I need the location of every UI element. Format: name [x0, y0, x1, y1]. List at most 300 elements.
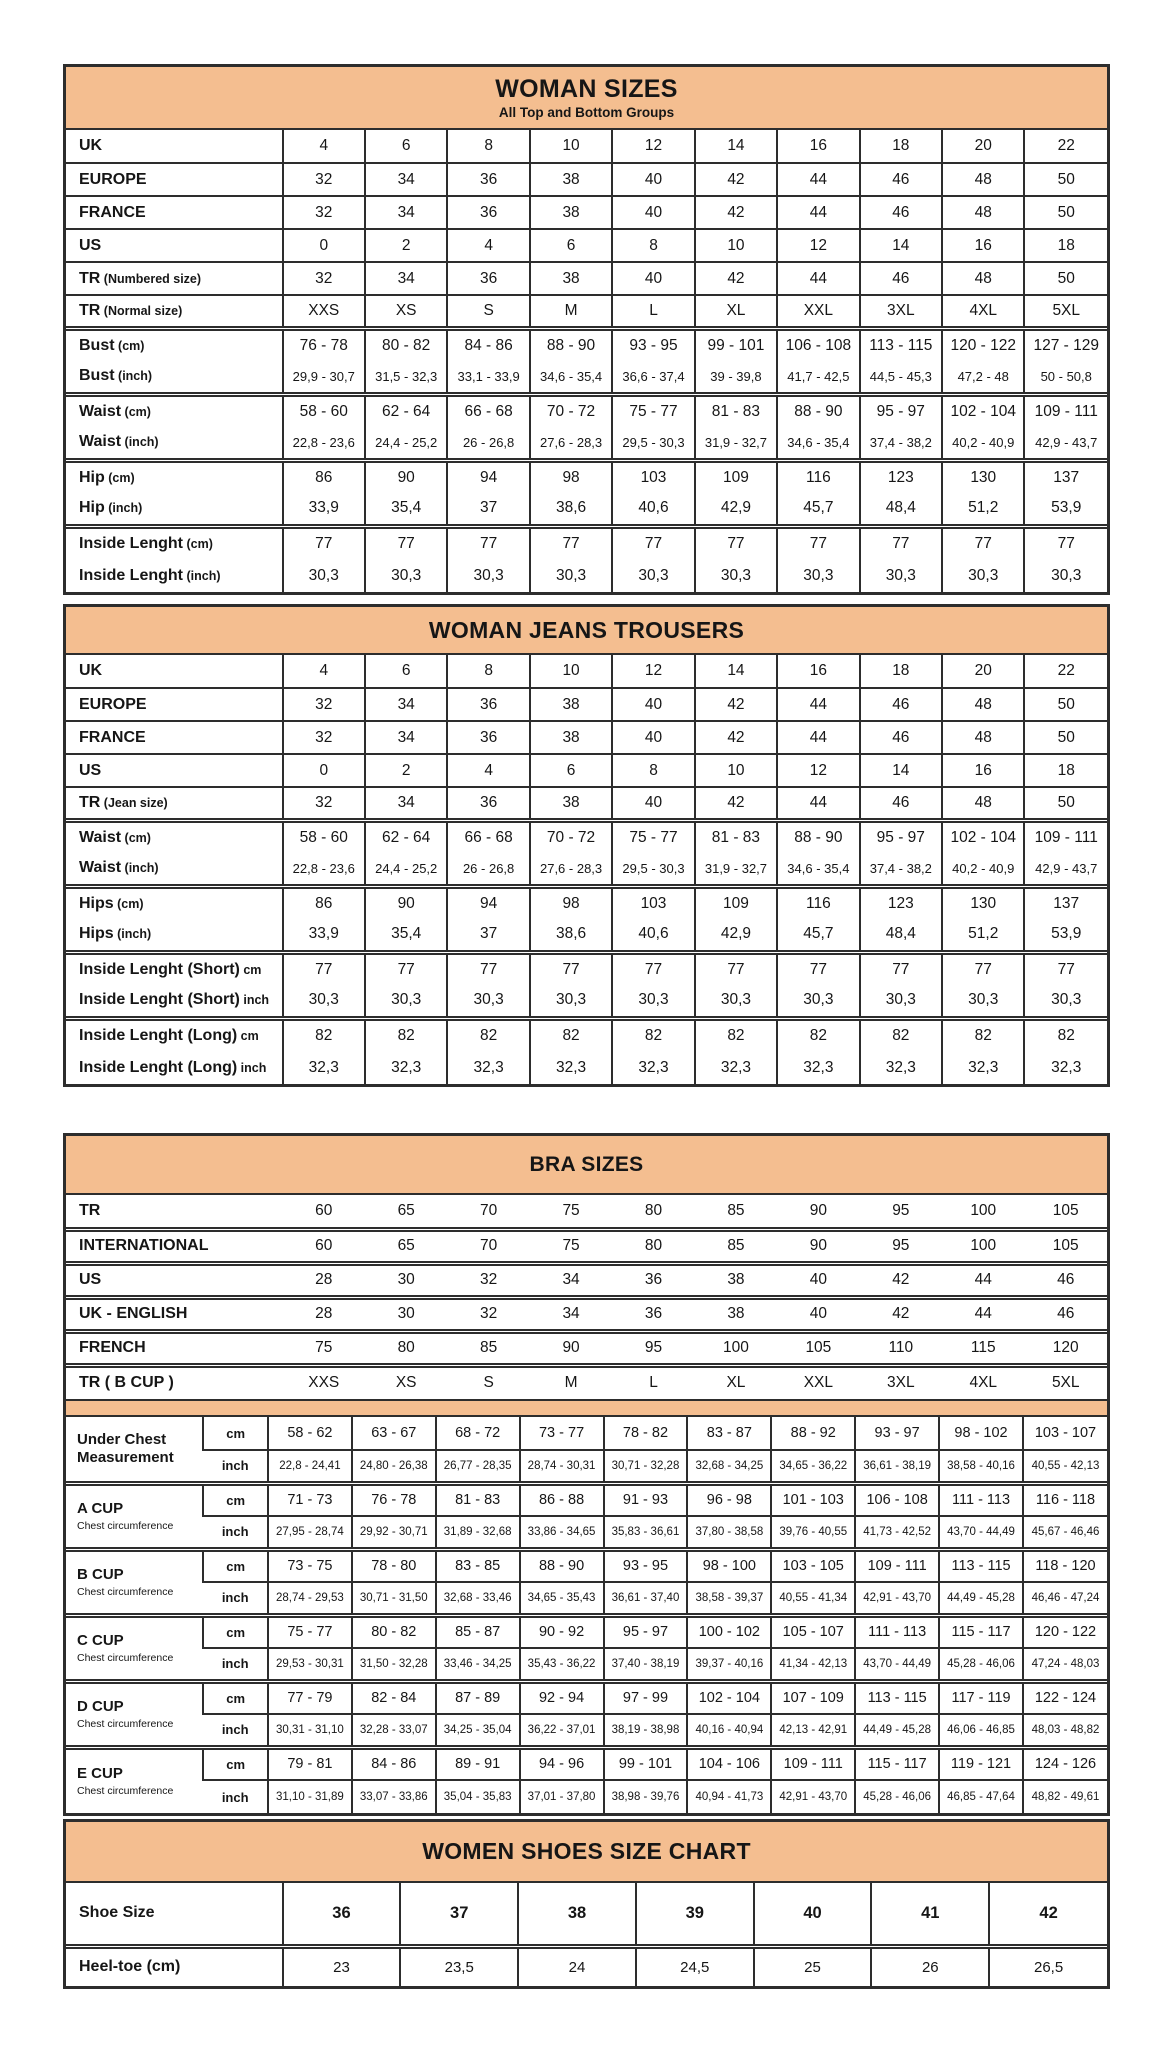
cell: XXS	[283, 295, 365, 328]
cell: 98 - 100	[687, 1549, 771, 1582]
cell: 36,22 - 37,01	[520, 1714, 604, 1747]
cell: L	[612, 1365, 694, 1399]
unit-label: inch	[203, 1450, 268, 1483]
cell: 34,6 - 35,4	[777, 853, 859, 886]
unit-label: cm	[203, 1417, 268, 1450]
row-label: Inside Lenght (Long) cm	[66, 1018, 283, 1051]
cell: 41	[871, 1883, 989, 1946]
table-row	[66, 1450, 1107, 1483]
cell: 82	[283, 1018, 365, 1051]
cell: 40,94 - 41,73	[687, 1780, 771, 1813]
cell: 42,91 - 43,70	[771, 1780, 855, 1813]
unit-label: inch	[203, 1582, 268, 1615]
cell: 30,3	[942, 559, 1024, 592]
cell: 36	[283, 1883, 401, 1946]
cell: 5XL	[1024, 1365, 1107, 1399]
cell: 122 - 124	[1023, 1681, 1107, 1714]
cell: 77	[695, 952, 777, 985]
cell: 94	[447, 460, 529, 493]
cell: 33,46 - 34,25	[436, 1648, 520, 1681]
shoes-size-grid	[66, 1883, 1107, 1986]
cell: 119 - 121	[939, 1747, 1023, 1780]
cell: 95 - 97	[860, 394, 942, 427]
cell: 28	[283, 1297, 365, 1331]
cell: 27,6 - 28,3	[530, 427, 612, 460]
row-label: TR (Normal size)	[66, 295, 283, 328]
cell: 33,86 - 34,65	[520, 1516, 604, 1549]
table-row	[66, 1549, 1107, 1582]
cell: 45,7	[777, 919, 859, 952]
cell: 29,9 - 30,7	[283, 361, 365, 394]
cell: 130	[942, 886, 1024, 919]
cell: 88 - 92	[771, 1417, 855, 1450]
table-row	[66, 1417, 1107, 1450]
cell: 120 - 122	[942, 328, 1024, 361]
cell: 31,89 - 32,68	[436, 1516, 520, 1549]
cell: 8	[612, 229, 694, 262]
cell: 73 - 77	[520, 1417, 604, 1450]
cell: 36	[447, 196, 529, 229]
cell: 80 - 82	[365, 328, 447, 361]
cell: 111 - 113	[855, 1615, 939, 1648]
table-row	[66, 493, 1107, 526]
cell: 116	[777, 886, 859, 919]
row-label: Under Chest Measurement	[77, 1430, 174, 1466]
cell: 40	[777, 1297, 859, 1331]
cell: 77	[283, 526, 365, 559]
bra-sizes-header	[66, 1136, 1107, 1195]
table-row	[66, 1297, 1107, 1331]
cell: 0	[283, 229, 365, 262]
unit-label: cm	[203, 1615, 268, 1648]
cell: 98	[530, 886, 612, 919]
cell: 46	[860, 688, 942, 721]
cell: 39 - 39,8	[695, 361, 777, 394]
row-label: C CUP Chest circumference	[66, 1615, 203, 1681]
cell: 48	[942, 721, 1024, 754]
row-label: TR	[79, 1201, 101, 1219]
row-label: Inside Lenght (Short) inch	[79, 991, 270, 1009]
cell: 82	[1024, 1018, 1107, 1051]
cell: 41,7 - 42,5	[777, 361, 859, 394]
cell: 105	[1024, 1229, 1107, 1263]
cell: 32,28 - 33,07	[352, 1714, 436, 1747]
unit-label: cm	[203, 1483, 268, 1516]
cell: 87 - 89	[436, 1681, 520, 1714]
cell: 48	[942, 787, 1024, 820]
cell: 48	[942, 688, 1024, 721]
cell: 35,4	[365, 493, 447, 526]
cell: S	[447, 1365, 529, 1399]
cell: 22	[1024, 655, 1107, 688]
row-label: Heel-toe (cm)	[66, 1946, 283, 1986]
cell: 40	[612, 163, 694, 196]
table-row	[66, 1018, 1107, 1051]
row-label: Inside Lenght (Long) inch	[79, 1058, 267, 1076]
cell: 77	[365, 526, 447, 559]
cell: 36	[447, 688, 529, 721]
cell: 34	[530, 1263, 612, 1297]
cell: 22,8 - 23,6	[283, 427, 365, 460]
cell: 37,40 - 38,19	[604, 1648, 688, 1681]
table-row	[66, 1648, 1107, 1681]
cell: 37,01 - 37,80	[520, 1780, 604, 1813]
cell: 40,2 - 40,9	[942, 853, 1024, 886]
cell: 88 - 90	[530, 328, 612, 361]
cell: 110	[860, 1331, 942, 1365]
cell: 41,73 - 42,52	[855, 1516, 939, 1549]
cell: 50	[1024, 262, 1107, 295]
cell: 102 - 104	[942, 394, 1024, 427]
cell: 44	[942, 1297, 1024, 1331]
cell: 120 - 122	[1023, 1615, 1107, 1648]
cell: 68 - 72	[436, 1417, 520, 1450]
cell: 26	[871, 1946, 989, 1986]
row-label: Inside Lenght (cm)	[66, 526, 283, 559]
cell: 48,03 - 48,82	[1023, 1714, 1107, 1747]
cell: 85	[695, 1229, 777, 1263]
cell: 14	[695, 655, 777, 688]
cell: 40,6	[612, 493, 694, 526]
cell: 46	[1024, 1263, 1107, 1297]
cell: 5XL	[1024, 295, 1107, 328]
cell: 34	[530, 1297, 612, 1331]
cell: 50	[1024, 163, 1107, 196]
cell: 36,61 - 37,40	[604, 1582, 688, 1615]
cell: 103	[612, 886, 694, 919]
cell: 123	[860, 886, 942, 919]
cell: 33,07 - 33,86	[352, 1780, 436, 1813]
cell: 95 - 97	[604, 1615, 688, 1648]
cell: 14	[860, 229, 942, 262]
cell: 77	[1024, 526, 1107, 559]
cell: 31,9 - 32,7	[695, 853, 777, 886]
cell: 109 - 111	[855, 1549, 939, 1582]
cell: 18	[860, 655, 942, 688]
cell: 80	[644, 1201, 663, 1219]
table-row	[66, 295, 1107, 328]
cell: 77	[365, 952, 447, 985]
cell: 77	[860, 952, 942, 985]
cell: 25	[754, 1946, 872, 1986]
cell: 111 - 113	[939, 1483, 1023, 1516]
cell: 0	[283, 754, 365, 787]
cell: 38	[695, 1297, 777, 1331]
cell: 38	[530, 688, 612, 721]
cell: 40	[612, 688, 694, 721]
cell: 3XL	[860, 1365, 942, 1399]
cell: 48	[942, 163, 1024, 196]
cell: 32,3	[365, 1051, 447, 1084]
row-label: Waist (inch)	[79, 433, 159, 451]
divider-strip	[66, 1399, 1107, 1417]
cell: 29,53 - 30,31	[268, 1648, 352, 1681]
cell: 82	[530, 1018, 612, 1051]
cell: 130	[942, 460, 1024, 493]
cell: 123	[860, 460, 942, 493]
cell: 32,3	[1024, 1051, 1107, 1084]
row-label: Bust (inch)	[79, 367, 153, 385]
cell: 42	[695, 262, 777, 295]
cell: 4	[283, 655, 365, 688]
table-row	[66, 196, 1107, 229]
cell: 90 - 92	[520, 1615, 604, 1648]
cell: 20	[942, 130, 1024, 163]
cell: 30,3	[695, 559, 777, 592]
cell: 48	[942, 196, 1024, 229]
cell: 40	[612, 721, 694, 754]
cell: 30,3	[530, 985, 612, 1018]
cell: 32,3	[612, 1051, 694, 1084]
cell: 30,31 - 31,10	[268, 1714, 352, 1747]
cell: 45,28 - 46,06	[855, 1780, 939, 1813]
cell: 84 - 86	[352, 1747, 436, 1780]
cell: 18	[1024, 229, 1107, 262]
cell: 38,6	[530, 493, 612, 526]
row-label: EUROPE	[66, 163, 283, 196]
cell: 8	[447, 655, 529, 688]
cell: 42	[695, 163, 777, 196]
table-row	[66, 1331, 1107, 1365]
cell: 42	[989, 1883, 1107, 1946]
cell: 80 - 82	[352, 1615, 436, 1648]
table-row	[66, 394, 1107, 427]
cell: 30,3	[612, 985, 694, 1018]
row-label: US	[66, 1263, 283, 1297]
cell: 29,5 - 30,3	[612, 427, 694, 460]
cell: 44,5 - 45,3	[860, 361, 942, 394]
cell: XXS	[283, 1365, 365, 1399]
cell: 65	[365, 1229, 447, 1263]
cell: 90	[809, 1201, 827, 1219]
table-row	[66, 985, 1107, 1018]
cell: 12	[777, 229, 859, 262]
cell: 22	[1024, 130, 1107, 163]
cell: 36,6 - 37,4	[612, 361, 694, 394]
cell: 53,9	[1024, 493, 1107, 526]
cell: 30,3	[365, 559, 447, 592]
cell: 34,65 - 35,43	[520, 1582, 604, 1615]
cell: 34	[365, 163, 447, 196]
cell: 105	[777, 1331, 859, 1365]
cell: 103	[612, 460, 694, 493]
cell: 80	[365, 1331, 447, 1365]
cell: 102 - 104	[687, 1681, 771, 1714]
row-label: UK - ENGLISH	[66, 1297, 283, 1331]
cell: 44	[777, 196, 859, 229]
table-row	[66, 1714, 1107, 1747]
cell: 48,82 - 49,61	[1023, 1780, 1107, 1813]
cell: 38	[530, 721, 612, 754]
table-row	[66, 130, 1107, 163]
unit-label: inch	[203, 1516, 268, 1549]
cell: 42,91 - 43,70	[855, 1582, 939, 1615]
cell: 24	[518, 1946, 636, 1986]
cell: 10	[530, 130, 612, 163]
row-label: TR (Jean size)	[66, 787, 283, 820]
cell: 113 - 115	[939, 1549, 1023, 1582]
cell: 40,55 - 41,34	[771, 1582, 855, 1615]
cell: 77	[695, 526, 777, 559]
cell: 70	[447, 1229, 529, 1263]
cell: 42,9 - 43,7	[1024, 427, 1107, 460]
cell: 82	[447, 1018, 529, 1051]
table-row	[66, 1195, 1107, 1229]
cell: 46	[860, 163, 942, 196]
table-row	[66, 163, 1107, 196]
cell: L	[612, 295, 694, 328]
cell: 97 - 99	[604, 1681, 688, 1714]
cell: 109 - 111	[771, 1747, 855, 1780]
table-row	[66, 886, 1107, 919]
row-label: Shoe Size	[79, 1904, 155, 1922]
cell: 82	[612, 1018, 694, 1051]
cell: 47,24 - 48,03	[1023, 1648, 1107, 1681]
cell: 77	[283, 952, 365, 985]
cell: 40	[754, 1883, 872, 1946]
cell: 39,76 - 40,55	[771, 1516, 855, 1549]
cell: 90	[530, 1331, 612, 1365]
cell: 33,9	[283, 919, 365, 952]
cell: 36	[447, 262, 529, 295]
cell: 99 - 101	[604, 1747, 688, 1780]
cell: 109 - 111	[1024, 394, 1107, 427]
cell: 30,71 - 32,28	[604, 1450, 688, 1483]
cell: 42,9	[695, 919, 777, 952]
row-label: Hips (cm)	[66, 886, 283, 919]
shoes-size-table	[63, 1819, 1110, 1989]
cell: 44	[942, 1263, 1024, 1297]
woman-sizes-grid	[66, 130, 1107, 592]
cell: 44	[777, 721, 859, 754]
cell: 33,1 - 33,9	[447, 361, 529, 394]
table-row	[66, 655, 1107, 688]
cell: 16	[942, 229, 1024, 262]
cell: 32	[283, 787, 365, 820]
cell: 90	[365, 886, 447, 919]
cell: 82	[942, 1018, 1024, 1051]
cell: 32,3	[777, 1051, 859, 1084]
row-label: TR ( B CUP )	[66, 1365, 283, 1399]
cell: 4XL	[942, 295, 1024, 328]
cell: 85 - 87	[436, 1615, 520, 1648]
cell: 47,2 - 48	[942, 361, 1024, 394]
cell: S	[447, 295, 529, 328]
cell: 23,5	[400, 1946, 518, 1986]
cell: 51,2	[942, 493, 1024, 526]
cell: 92 - 94	[520, 1681, 604, 1714]
table-row	[66, 1229, 1107, 1263]
cell: 12	[612, 655, 694, 688]
cell: 2	[365, 754, 447, 787]
cell: 26 - 26,8	[447, 427, 529, 460]
cell: 34	[365, 196, 447, 229]
cell: 105	[1052, 1201, 1079, 1219]
cell: 50	[1024, 721, 1107, 754]
cell: 30,3	[365, 985, 447, 1018]
cell: 40	[612, 787, 694, 820]
cell: 77	[447, 952, 529, 985]
cell: 78 - 82	[604, 1417, 688, 1450]
cell: 93 - 95	[604, 1549, 688, 1582]
cell: 115 - 117	[939, 1615, 1023, 1648]
table-row	[66, 361, 1107, 394]
cell: 26 - 26,8	[447, 853, 529, 886]
row-label: TR (Numbered size)	[66, 262, 283, 295]
cell: 83 - 85	[436, 1549, 520, 1582]
cell: 85	[447, 1331, 529, 1365]
cell: 82 - 84	[352, 1681, 436, 1714]
cell: 38,58 - 40,16	[939, 1450, 1023, 1483]
row-label: INTERNATIONAL	[66, 1229, 283, 1263]
cell: 86	[283, 886, 365, 919]
cell: 86	[283, 460, 365, 493]
cell: 46	[860, 787, 942, 820]
cell: 14	[860, 754, 942, 787]
cell: 37	[447, 919, 529, 952]
cell: 34	[365, 787, 447, 820]
cell: 96 - 98	[687, 1483, 771, 1516]
row-label: FRENCH	[66, 1331, 283, 1365]
row-label: Hip (cm)	[66, 460, 283, 493]
cell: 48,4	[860, 493, 942, 526]
table-row	[66, 1883, 1107, 1946]
row-label: Inside Lenght (inch)	[79, 566, 221, 584]
cell: 2	[365, 229, 447, 262]
cell: 38,19 - 38,98	[604, 1714, 688, 1747]
cell: 44	[777, 688, 859, 721]
cell: 40	[612, 262, 694, 295]
table-title: WOMAN JEANS TROUSERS	[428, 616, 745, 643]
cell: 42	[695, 196, 777, 229]
shoes-size-header	[66, 1822, 1107, 1883]
cell: 115 - 117	[855, 1747, 939, 1780]
cell: 48	[942, 262, 1024, 295]
cell: 77 - 79	[268, 1681, 352, 1714]
cell: 75	[530, 1229, 612, 1263]
unit-label: inch	[203, 1714, 268, 1747]
cell: XL	[695, 1365, 777, 1399]
cell: 46	[860, 262, 942, 295]
cell: 28,74 - 29,53	[268, 1582, 352, 1615]
cell: 42,9 - 43,7	[1024, 853, 1107, 886]
row-label: EUROPE	[66, 688, 283, 721]
cell: 40	[777, 1263, 859, 1297]
row-label: Waist (cm)	[66, 394, 283, 427]
table-row	[66, 1946, 1107, 1986]
row-label: US	[66, 229, 283, 262]
cell: 44	[777, 787, 859, 820]
cell: 42	[695, 787, 777, 820]
cell: 95 - 97	[860, 820, 942, 853]
table-row	[66, 1365, 1107, 1399]
cell: 46	[860, 196, 942, 229]
cell: 137	[1024, 460, 1107, 493]
cell: 113 - 115	[860, 328, 942, 361]
row-label: A CUP Chest circumference	[66, 1483, 203, 1549]
table-row	[66, 526, 1107, 559]
cell: 31,5 - 32,3	[365, 361, 447, 394]
cell: 71 - 73	[268, 1483, 352, 1516]
cell: 77	[1024, 952, 1107, 985]
cell: 73 - 75	[268, 1549, 352, 1582]
table-row	[66, 1516, 1107, 1549]
table-row	[66, 1263, 1107, 1297]
cell: 77	[447, 526, 529, 559]
cell: 42	[695, 721, 777, 754]
cell: 6	[365, 130, 447, 163]
table-row	[66, 787, 1107, 820]
